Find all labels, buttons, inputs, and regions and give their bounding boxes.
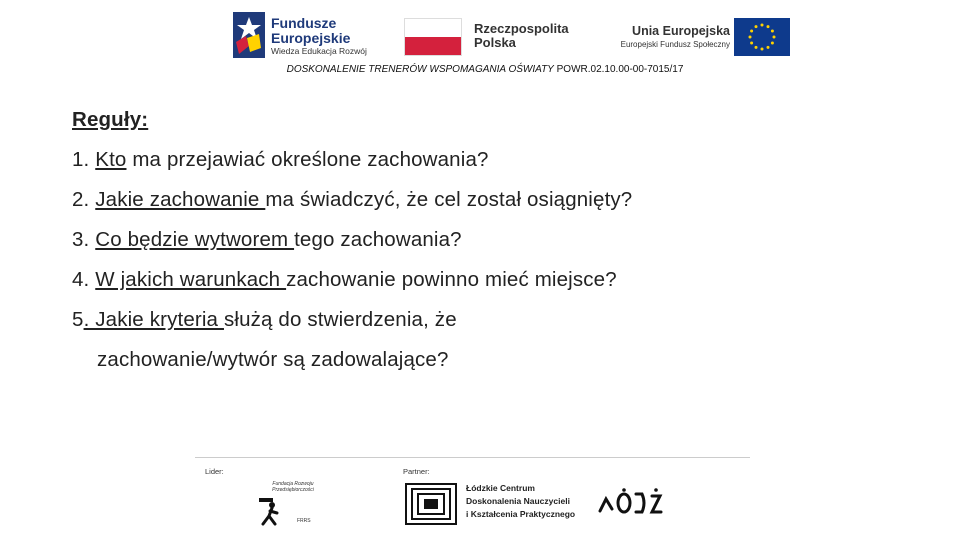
program-title <box>0 64 960 75</box>
rule-keyword: Kto <box>95 148 127 171</box>
unia-subtitle: Europejski Fundusz Społeczny <box>620 40 730 49</box>
rule-item-5 <box>72 308 457 332</box>
rule-item-1 <box>72 148 489 172</box>
fundusze-title: Fundusze Europejskie <box>271 15 351 46</box>
footer-divider <box>195 457 750 458</box>
program-name: DOSKONALENIE TRENERÓW WSPOMAGANIA OŚWIATY <box>286 64 554 75</box>
fundusze-subtitle: Wiedza Edukacja Rozwój <box>271 46 367 56</box>
partner-label: Partner: <box>403 467 430 476</box>
partner-org-name: Łódzkie Centrum Doskonalenia Nauczycieli i Kształcenia Praktycznego <box>466 483 576 519</box>
rule-number: 5 <box>72 308 84 331</box>
rule-keyword: W jakich warunkach <box>95 268 287 291</box>
lider-org-name: Fundacja Rozwoju Przedsiębiorczości <box>272 481 314 493</box>
lider-label: Lider: <box>205 467 224 476</box>
walking-figure-icon <box>257 496 287 526</box>
rules-heading: Reguły: <box>72 108 149 131</box>
unia-text <box>621 24 730 49</box>
rule-keyword: Co będzie wytworem <box>95 228 295 251</box>
lider-caption: FRRS <box>297 518 311 524</box>
rule-keyword: Jakie zachowanie <box>95 188 266 211</box>
unia-title: Unia Europejska <box>632 24 730 38</box>
fundusze-europejskie-logo <box>233 12 373 58</box>
rule-number: 1. <box>72 148 96 171</box>
fundusze-star-icon <box>233 12 265 58</box>
rule-item-3 <box>72 228 462 252</box>
rule-text: służą do stwierdzenia, że <box>223 308 457 331</box>
rule-keyword: . Jakie kryteria <box>83 308 224 331</box>
rule-text: ma przejawiać określone zachowania? <box>126 148 489 171</box>
eu-flag-icon <box>734 18 790 56</box>
unia-europejska-logo <box>600 18 790 58</box>
rzeczpospolita-title: Rzeczpospolita Polska <box>474 21 569 50</box>
partner-square-emblem-icon <box>405 483 457 525</box>
lodz-logo-icon <box>596 487 666 519</box>
rule-item-2 <box>72 188 632 212</box>
lider-logo <box>255 478 330 528</box>
rule-number: 2. <box>72 188 96 211</box>
rule-text: ma świadczyć, że cel został osiągnięty? <box>265 188 633 211</box>
rule-text: tego zachowania? <box>294 228 462 251</box>
rule-item-5-continuation: zachowanie/wytwór są zadowalające? <box>97 348 449 371</box>
program-code: POWR.02.10.00-00-7015/17 <box>553 64 684 75</box>
rzeczpospolita-logo <box>404 18 574 58</box>
rule-number: 4. <box>72 268 96 291</box>
rule-number: 3. <box>72 228 96 251</box>
polish-flag-icon <box>404 18 462 56</box>
rule-item-4 <box>72 268 617 292</box>
rule-text: zachowanie powinno mieć miejsce? <box>286 268 617 291</box>
